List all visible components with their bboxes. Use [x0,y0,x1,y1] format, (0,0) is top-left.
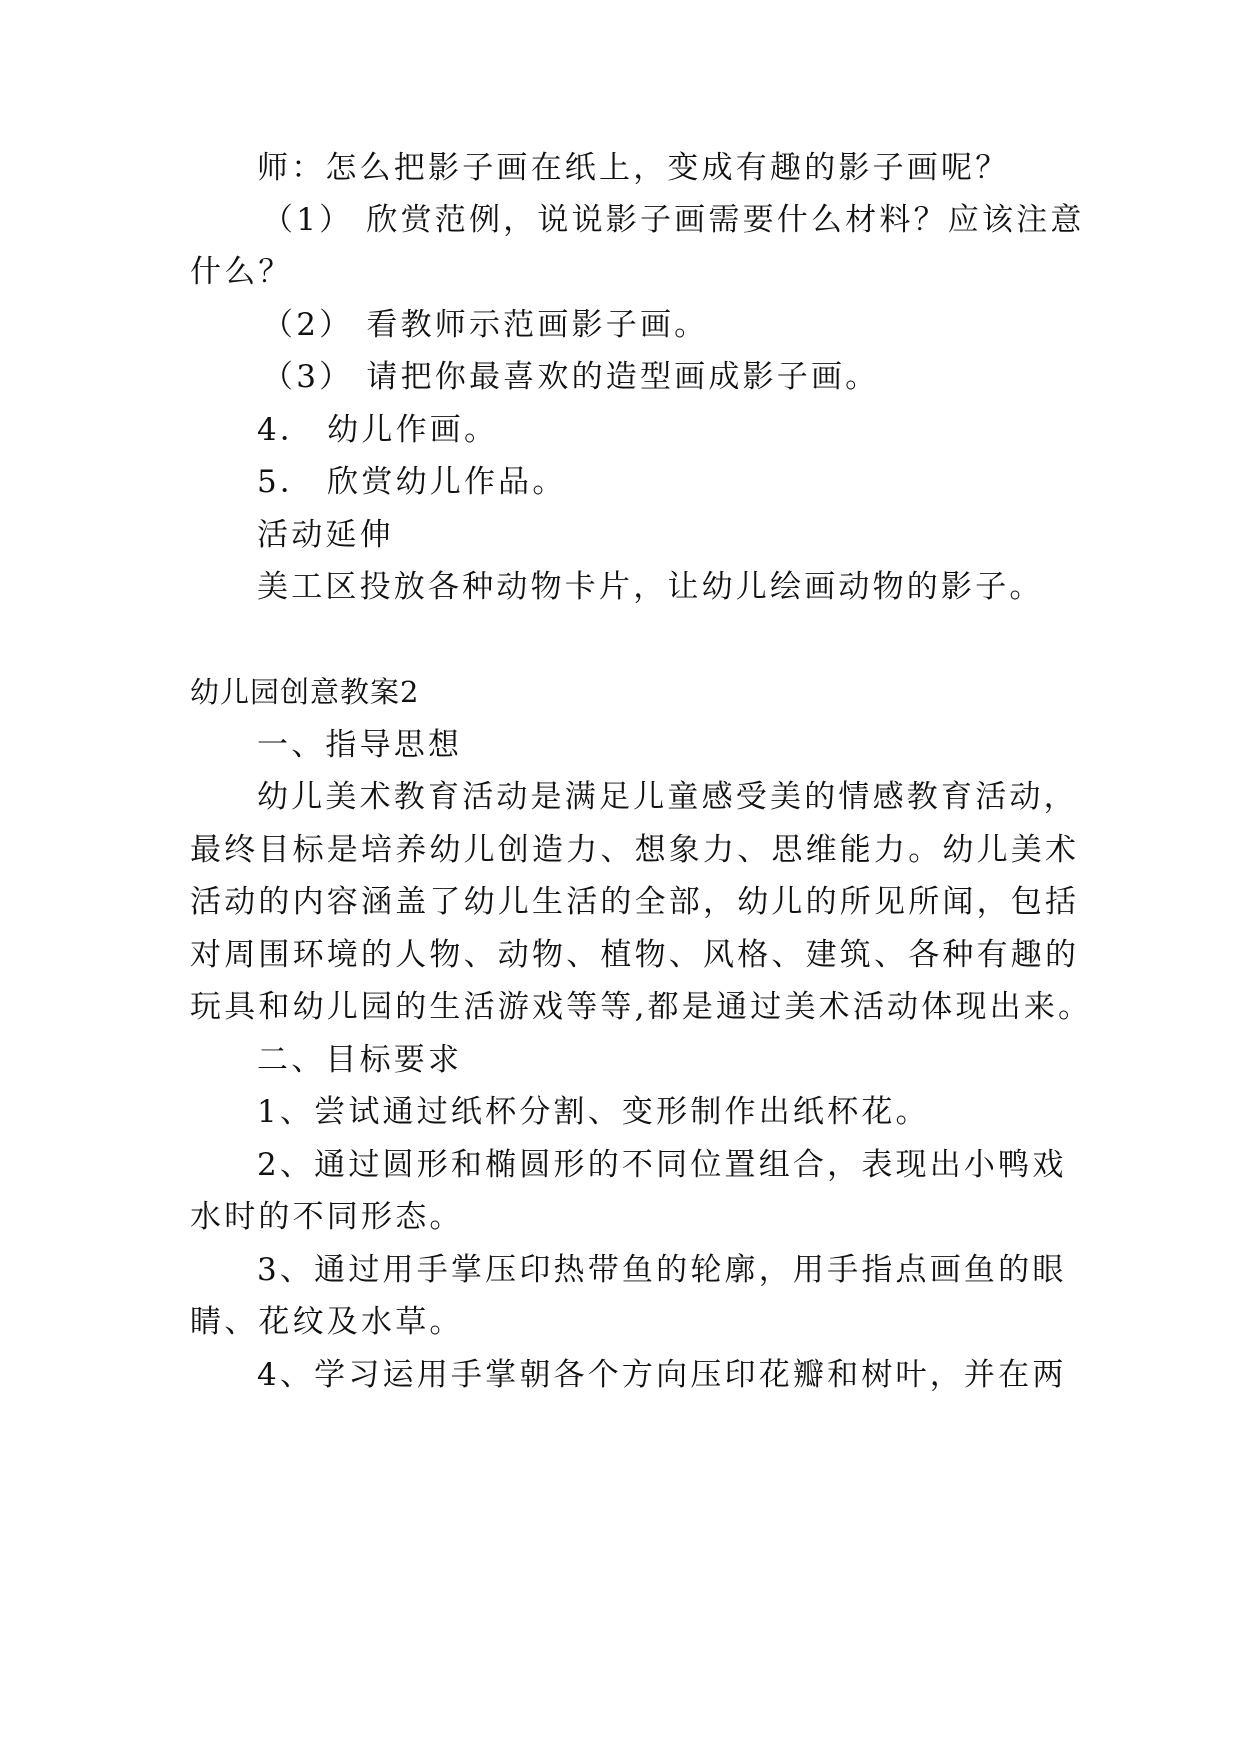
text-line: 对周围环境的人物、动物、植物、风格、建筑、各种有趣的 [190,937,1080,973]
text-line: （2） 看教师示范画影子画。 [262,307,709,343]
text-line: 3、通过用手掌压印热带鱼的轮廓，用手指点画鱼的眼 [257,1252,1067,1288]
text-line: 4、学习运用手掌朝各个方向压印花瓣和树叶，并在两 [257,1357,1067,1393]
document-heading: 幼儿园创意教案2 [190,675,420,709]
text-line: 4． 幼儿作画。 [257,412,499,448]
text-line: 美工区投放各种动物卡片，让幼儿绘画动物的影子。 [257,569,1044,605]
text-line: 玩具和幼儿园的生活游戏等等,都是通过美术活动体现出来。 [190,989,1093,1025]
text-line: 5． 欣赏幼儿作品。 [257,464,567,500]
text-line: 幼儿美术教育活动是满足儿童感受美的情感教育活动， [257,779,1078,815]
text-line: 什么？ [190,254,293,290]
text-line: 睛、花纹及水草。 [190,1304,464,1340]
section-title: 活动延伸 [257,517,394,553]
section-title: 一、指导思想 [257,727,463,763]
text-line: 最终目标是培养幼儿创造力、想象力、思维能力。幼儿美术 [190,832,1080,868]
text-line: 师：怎么把影子画在纸上，变成有趣的影子画呢？ [257,150,1010,186]
text-line: 活动的内容涵盖了幼儿生活的全部，幼儿的所见所闻，包括 [190,884,1080,920]
text-line: （3） 请把你最喜欢的造型画成影子画。 [262,359,880,395]
text-line: 水时的不同形态。 [190,1199,464,1235]
text-line: 1、尝试通过纸杯分割、变形制作出纸杯花。 [257,1094,930,1130]
section-title: 二、目标要求 [257,1042,463,1078]
text-line: （1） 欣赏范例，说说影子画需要什么材料？应该注意 [262,202,1085,238]
text-line: 2、通过圆形和椭圆形的不同位置组合，表现出小鸭戏 [257,1147,1067,1183]
